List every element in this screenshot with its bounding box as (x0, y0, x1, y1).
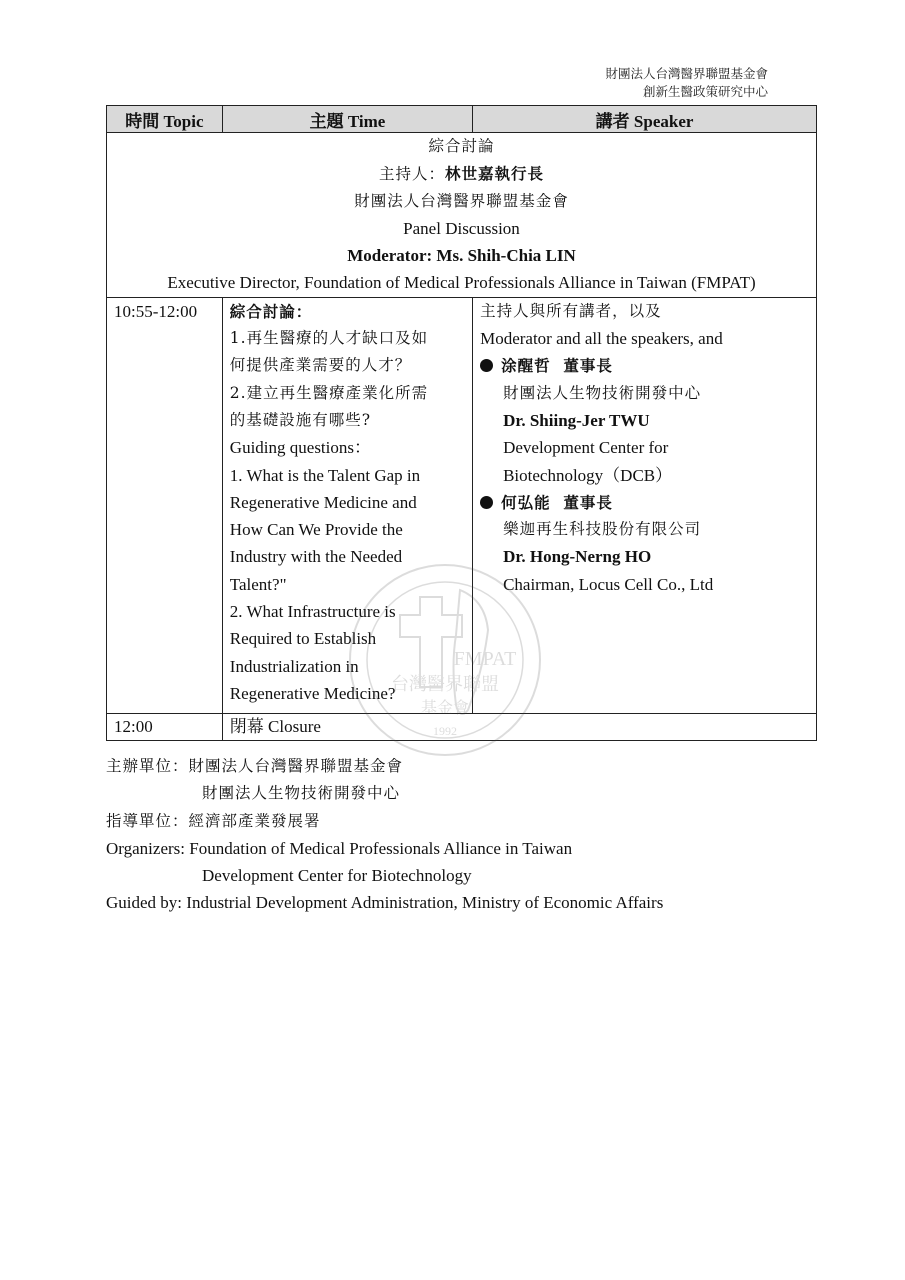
header-center-name: 創新生醫政策研究中心 (642, 84, 768, 99)
guided-value-en: Industrial Development Administration, Ministry of Economic Affairs (186, 893, 664, 913)
panel-header-row (107, 133, 817, 298)
topic-line: Guiding questions： (229, 438, 371, 458)
panel-moderator-title-en: Executive Director, Foundation of Medical Professionals Alliance in Taiwan (FMPAT) (167, 273, 756, 293)
column-header-speaker: 講者 Speaker (473, 106, 817, 133)
guided-zh (106, 808, 663, 835)
speaker-name-en: Dr. Hong-Nerng HO (503, 547, 652, 567)
guided-en (106, 889, 663, 916)
organizer-en: Development Center for Biotechnology (202, 866, 472, 886)
table-row (107, 714, 817, 741)
watermark-text-en: FMPAT (453, 648, 517, 670)
panel-moderator-en: Moderator: Ms. Shih-Chia LIN (347, 246, 576, 266)
organizers-label-en: Organizers: (106, 838, 190, 858)
moderator-prefix: 主持人： (378, 165, 445, 184)
guided-value-zh: 經濟部產業發展署 (188, 811, 321, 830)
topic-line: How Can We Provide the (229, 520, 403, 540)
topic-line: 綜合討論： (229, 301, 313, 321)
time-value: 12:00 (114, 717, 153, 737)
speaker-org-en: Development Center for (503, 438, 669, 458)
speaker-cell (473, 297, 817, 713)
bullet-icon (480, 359, 493, 372)
speaker-org-zh: 財團法人生物技術開發中心 (503, 383, 702, 402)
panel-title-en: Panel Discussion (403, 218, 520, 238)
header-org-name: 財團法人台灣醫界聯盟基金會 (605, 66, 768, 81)
speaker-name-zh (480, 352, 816, 379)
footer-organizers (106, 753, 663, 917)
topic-line: Regenerative Medicine and (229, 492, 417, 512)
panel-moderator-zh (107, 160, 816, 187)
panel-title-zh: 綜合討論 (428, 137, 495, 155)
speaker-name-en: Dr. Shiing-Jer TWU (503, 410, 650, 430)
topic-cell (222, 297, 472, 713)
topic-line: Regenerative Medicine? (229, 683, 396, 703)
organizer-zh: 財團法人台灣醫界聯盟基金會 (188, 757, 404, 775)
topic-line: 的基礎設施有哪些? (229, 410, 372, 429)
time-value: 10:55-12:00 (114, 301, 198, 321)
topic-line: 何提供產業需要的人才？ (229, 356, 412, 375)
table-row (107, 297, 817, 713)
watermark-year: 1992 (433, 724, 457, 738)
speaker-org-en: Biotechnology（DCB） (503, 465, 673, 485)
organizer-en: Foundation of Medical Professionals Alliance in Taiwan (189, 838, 573, 858)
topic-line: Talent?" (229, 574, 287, 594)
time-cell (107, 714, 223, 741)
column-header-time: 主題 Time (222, 106, 472, 133)
topic-cell (222, 714, 816, 741)
table-header-row (107, 106, 817, 133)
speaker-org-en: Chairman, Locus Cell Co., Ltd (503, 574, 714, 594)
topic-line: 1. What is the Talent Gap in (229, 465, 421, 485)
time-cell (107, 297, 223, 713)
speaker-intro-en: Moderator and all the speakers, and (480, 329, 723, 349)
panel-header-cell (107, 133, 817, 298)
moderator-name-zh: 林世嘉執行長 (445, 164, 545, 184)
speaker-name-zh-text: 涂醒哲 董事長 (501, 356, 613, 376)
guided-label-zh: 指導單位： (106, 811, 189, 830)
topic-line: Industry with the Needed (229, 547, 403, 567)
organizers-zh (106, 753, 663, 780)
agenda-table (106, 105, 817, 741)
closure-topic: 閉幕 Closure (229, 717, 321, 737)
organizer-zh: 財團法人生物技術開發中心 (202, 784, 401, 803)
speaker-name-zh-text: 何弘能 董事長 (501, 492, 613, 512)
topic-line: 2.建立再生醫療產業化所需 (229, 383, 429, 402)
topic-line: Industrialization in (229, 656, 359, 676)
speaker-org-zh: 樂迦再生科技股份有限公司 (503, 520, 702, 539)
watermark-text-zh: 台灣醫界聯盟 (391, 674, 499, 695)
topic-line: 1.再生醫療的人才缺口及如 (229, 329, 429, 348)
panel-moderator-org-zh: 財團法人台灣醫界聯盟基金會 (354, 191, 569, 210)
speaker-name-zh (480, 489, 816, 516)
column-header-topic: 時間 Topic (107, 106, 223, 133)
bullet-icon (480, 496, 493, 509)
organizers-label-zh: 主辦單位： (106, 757, 189, 775)
topic-line: Required to Establish (229, 629, 377, 649)
guided-label-en: Guided by: (106, 893, 187, 913)
watermark-text-zh2: 基金會 (420, 698, 470, 717)
topic-line: 2. What Infrastructure is (229, 602, 396, 622)
speaker-intro-zh: 主持人與所有講者，以及 (480, 301, 662, 320)
organizers-en (106, 835, 663, 862)
